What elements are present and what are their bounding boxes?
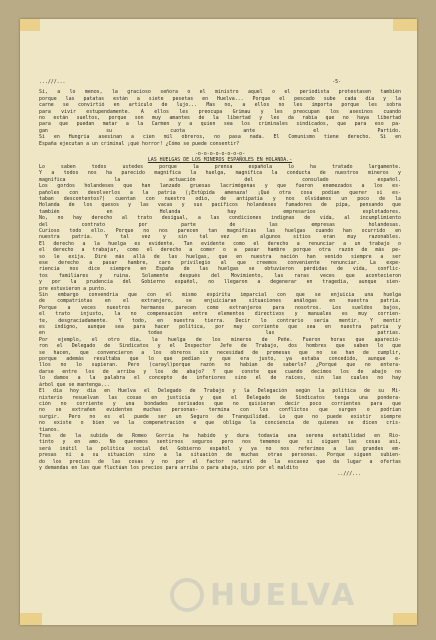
text-line: do los precios de las cosas y no por el factor natural de la escasez que da lugar a ofertas [39,458,401,465]
text-line: ron el Delegado de Sindicatos y el Inspector Jefe de Trabajo, dos hombres que saben lo que [39,343,401,350]
text-line: darse entre los de arriba y los de abajo? Y que conste que cuando decimos los de abajo no [39,368,401,375]
paragraph-3 [39,292,401,388]
text-line: presas ni a su situación sino a la situación de muchas otras personas. Porque siguen subien- [39,452,401,459]
text-line: porque además resultaba que lo que pedían y que era justo, ya estaba concedido, aunque e- [39,356,401,363]
text-line: ción no corriente y una bondades sorisados que no quisieran decir poco corrientes para que [39,400,401,407]
text-line: pre estuvieron a punto. [39,285,107,292]
text-line: España ejecutan a un criminal ¡qué horror! ¿Cómo se puede consentir? [39,140,240,147]
text-line: Tras de la subida de Romeo Gorría ha habido y dura todavía una serena estabilidad en Rio- [39,432,401,439]
text-line: para que puedan matar a la Carmen y a quien sea los criminales sindicados, que para eso pa- [39,121,401,128]
text-line: Por ejemplo, el otro día, la huelga de los mineros de Peñe. Fueron horas que apareció- [39,336,401,343]
text-line: para vivir estupendamente. A ellos les preocupa Grimau y les preocupan los asesinos cuando [39,108,401,115]
text-line: El día hoy día en Huelva el Delegado de Trabajo y la Delegación según la política de su Mi- [39,388,401,395]
text-line: en todas las patrias. [39,330,401,337]
text-line: será inútil la política social del Gobierno español y ya no nos referimos a las grandes em- [39,445,401,452]
text-line: tos familiares y ruina. Solamente después del Movimiento, las raras veces que acontecieron [39,272,401,279]
text-line: de compatriotas en el extranjero, se enjuiciaran situaciones análogas en nuestra patria. [39,298,401,305]
text-line: Porque a veces nuestros hermanos parecen como extranjeros para nosotros. Los sueldos bajos, [39,304,401,311]
typed-text [39,79,401,478]
text-line: taban descontentos?) cuentan con nuestro odio, de antipatía y nos olvidamos un poco de la [39,195,401,202]
paragraph-2 [39,164,401,292]
text-line: lo damos a la palabra el concepto de inferiores sino el de raíces, sin las cuales no hay [39,375,401,382]
text-line: ese derecho a pasar hambre, caro privilegio al que creemos conveniente renunciar. La expe- [39,259,401,266]
text-line: llos no lo supieran. Pero (carayl)porque razón no habían de saberlo? ¿Porqué que no entera- [39,362,401,369]
text-line: Holanda de los quesos y las vacas y sus pacíficos holandeses fumadores de pipa, pensando que [39,202,401,209]
archive-watermark [170,567,400,623]
page-number: -5- [332,79,341,85]
tape-top-right [393,19,417,31]
text-line: carne se convirtió en artículo de lujo... Mas no, a ellos no les importa porque les sobra [39,102,401,109]
text-line: El derecho a la huelga es evidente. Tan evidente como el derecho a renunciar a un trabajo o [39,240,401,247]
text-line: Y a todos nos ha parecido magnífica la huelga, magnífica la conducta de nuestros mineros y [39,170,401,177]
text-line: nuestra patria. Y tal vez y sin tal vez en algunos sitios eran muy razonables. [39,234,401,241]
text-line: riencia nos dice siempre en España de las huelgas se obtuvieron pérdidas de vida, conflic- [39,266,401,273]
text-line: es indigno, aunque sea para hacer política, por muy corriente que sea en nuestra patria y [39,324,401,331]
document-page [20,19,417,625]
paragraph-1 [39,89,401,147]
text-line: del contrato por parte de las empresas holandesas. [39,221,401,228]
text-line: Curioso todo ello. Porque no nos parecen tan magníficas las huelgas cuando han ocurrido en [39,227,401,234]
text-line: pañoles con devolverlos a la patria (¡Estúpida amenaza! ¡Qué otra cosa podían querer si es- [39,189,401,196]
tape-bottom-left [20,613,42,625]
text-line: el derecho a trabajar, como el derecho a comer o a pasar hambre porque otra razón de más pe- [39,247,401,254]
text-line: No, no hay derecho al trato desigual, a las condiciones indignas de vida, al incumplimiento [39,215,401,222]
text-line: surgir. Pero no es el puede ser un Seguro de Tranquilidad. Lo que no puede existir siempre [39,413,401,420]
header-mark: ...///... [39,79,66,85]
text-line: Si, a lo menos, la gracioso señora o el ministro aquel o el periodista protestasen también [39,89,401,96]
text-line: el trato injusto, la no compensación entre elementos directivos y manuales es muy corrien- [39,311,401,318]
text-line: no están sueltos, porque son muy amantes de la libertad y les da rabia que no haya libertad [39,115,401,122]
text-line: también en Holanda hay empresarios explotadores. [39,208,401,215]
text-line: y demandas en las que fluctúan los precios para arriba o para abajo, sino por el maldito [39,464,299,471]
text-line: árbol que se mantenga... [39,381,110,388]
text-line: Los gordos holandeses que han lanzado gruesas lacrimógenas y que fueron enemezados a los es- [39,183,401,190]
paragraph-5 [39,433,401,471]
text-line: Lo saben todos ustedes porque la prensa española lo ha tratado largamente. [39,163,401,170]
text-line: te, desgraciadamente. Y todo, en nuestra tierra. Decir lo contrario sería mentir. Y mentir [39,317,401,324]
section-title: LAS HUELGAS DE LOS MINEROS ESPAÑOLES EN HOLANDA.- [147,157,293,164]
paragraph-4 [39,388,401,433]
text-line: tianos. [39,426,60,433]
text-line: gan su cuota ante el Partido. [39,127,401,134]
text-line: Si en Hungría asesinan a cien mil obreros, no pasa nada. El Comunismo tiene derecho. Si en [39,134,401,141]
watermark-text: HUELVA [210,577,358,613]
separator: -o-o-o-o-o-o-o-o- [194,151,246,158]
text-line: se hacen, que convencieron a los obreros sin necesidad de promesas que no se han de cumplir, [39,349,401,356]
text-line: porque las patatas están a siete pesetas en Huelva... Porque el pescado sube cada día y la [39,95,401,102]
tape-top-left [20,19,40,31]
text-line: nisterio resuelvan las cosas en justicia y que el Delegado de Sindicatos tenga una pondera- [39,394,401,401]
text-line: y por la prudencia del Gobierno español, no llegaron a degenerar en tragedia, aunque sien- [39,279,401,286]
text-line: no existe o bien ve la compenetración e que obliga la conciencia de quienes se dicen cris- [39,420,401,427]
watermark-ring-icon [170,578,204,612]
text-line: no se extrañen evidentes muchas personas- termina con los conflictos que surgen o podrían [39,407,401,414]
text-line: magnífica la actuación del consulado español. [39,176,401,183]
text-line: Sin embargo convendría que con el mismo espíritu imparcial con que se enjuicia una huelga [39,292,401,298]
page-footer: ..///... [337,471,361,478]
text-line: tinto y en amo. No queremos sentirnos seguros pero nos tememos que si siguen las cosas así, [39,439,401,446]
text-line: so le exija. Diré más allá de las huelgas, que en nuestra nación han venido siempre a ser [39,253,401,260]
